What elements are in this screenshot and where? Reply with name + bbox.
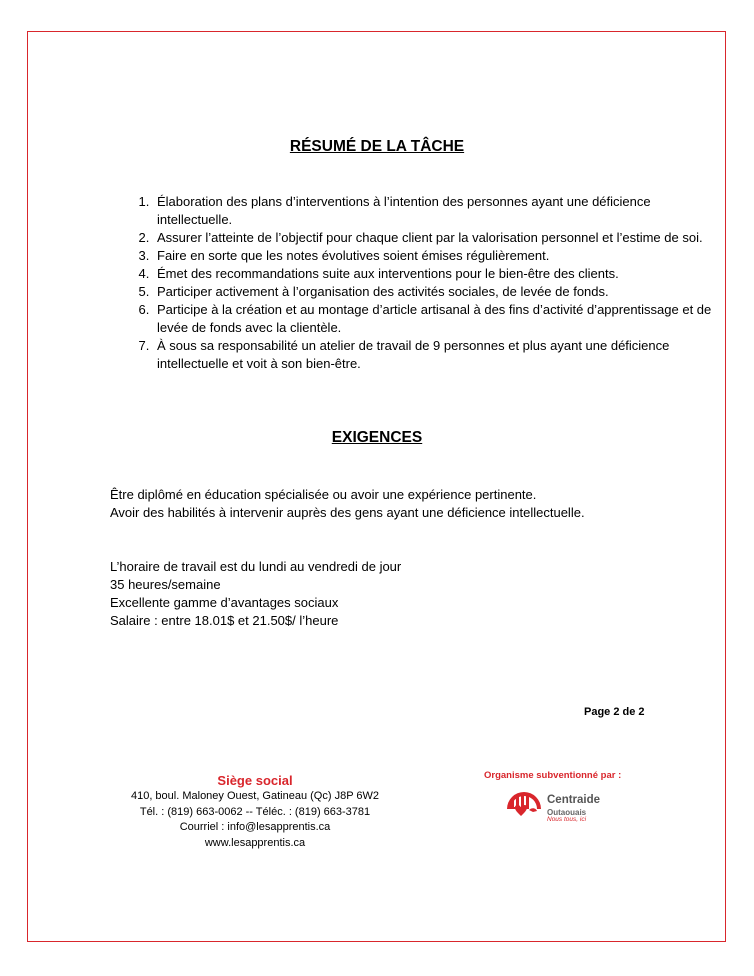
website: www.lesapprentis.ca: [204, 836, 306, 849]
list-item: 7. À sous sa responsabilité un atelier de travail de 9 personnes et plus ayant une déficience intellectuelle et voit à son bien-être.: [153, 337, 713, 373]
centraide-hand-heart-icon: [503, 785, 545, 825]
benefits-line: Excellente gamme d’avantages sociaux: [110, 595, 339, 610]
hours-line: 35 heures/semaine: [110, 577, 221, 592]
list-item: 6. Participe à la création et au montage d’article artisanal à des fins d’activité d’apprentissage et de levée de fonds avec la clientèle.: [153, 301, 713, 337]
list-item: 2. Assurer l’atteinte de l’objectif pour chaque client par la valorisation personnel et l’estime de soi.: [153, 229, 713, 247]
requirement-line: Avoir des habilités à intervenir auprès des gens ayant une déficience intellectuelle.: [110, 505, 585, 520]
schedule-line: L’horaire de travail est du lundi au vendredi de jour: [110, 559, 402, 574]
list-item: 1. Élaboration des plans d’interventions à l’intention des personnes ayant une déficience intellectuelle.: [153, 193, 713, 229]
funded-by-label: Organisme subventionné par :: [484, 770, 622, 781]
task-list: [103, 193, 713, 373]
list-item: 5. Participer activement à l’organisation des activités sociales, de levée de fonds.: [153, 283, 713, 301]
address: 410, boul. Maloney Ouest, Gatineau (Qc) J8P 6W2: [130, 790, 380, 802]
requirement-line: Être diplômé en éducation spécialisée ou avoir une expérience pertinente.: [110, 487, 537, 502]
centraide-logo: [503, 785, 623, 825]
logo-region: Outaouais: [547, 808, 587, 817]
requirements-title: EXIGENCES: [331, 429, 423, 446]
page-number: Page 2 de 2: [584, 706, 645, 718]
salary-line: Salaire : entre 18.01$ et 21.50$/ l’heure: [110, 613, 339, 628]
email: Courriel : info@lesapprentis.ca: [179, 821, 331, 833]
head-office-block: [110, 772, 400, 851]
list-item: 4. Émet des recommandations suite aux interventions pour le bien-être des clients.: [153, 265, 713, 283]
phone-fax: Tél. : (819) 663-0062 -- Téléc. : (819) 663-3781: [139, 805, 371, 818]
logo-name: Centraide: [547, 794, 601, 806]
logo-tagline: Nous tous, ici: [547, 816, 587, 823]
conditions-text: [110, 558, 401, 630]
head-office-title: Siège social: [217, 773, 293, 788]
requirements-text: [110, 486, 585, 522]
list-item: 3. Faire en sorte que les notes évolutives soient émises régulièrement.: [153, 247, 713, 265]
task-summary-title: RÉSUMÉ DE LA TÂCHE: [289, 138, 465, 155]
